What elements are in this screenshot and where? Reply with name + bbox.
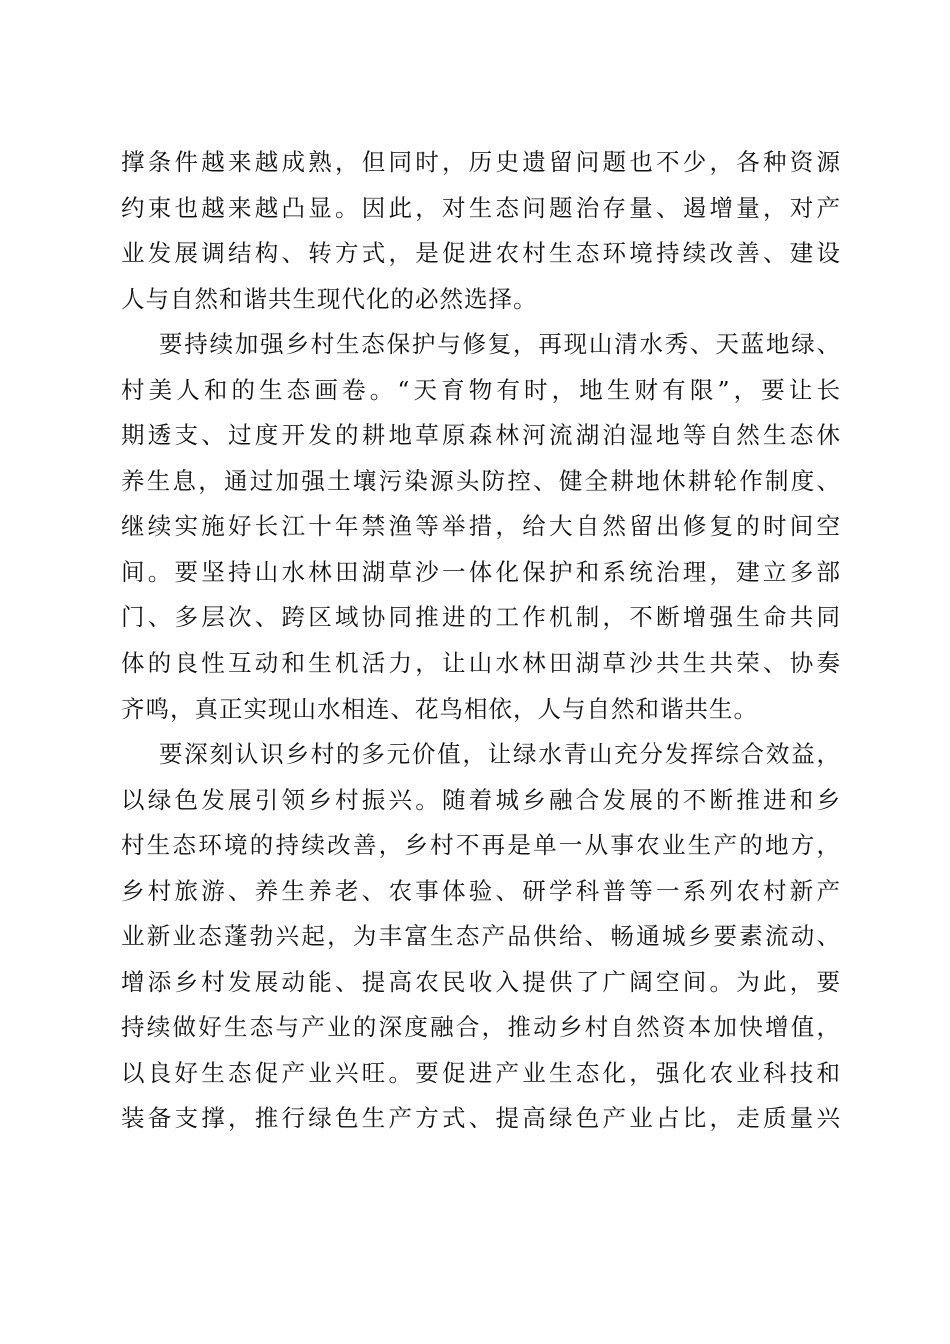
document-body <box>121 140 841 1142</box>
paragraph-2-line-2: 村美人和的生态画卷。“天育物有时，地生财有限”，要让长 <box>121 375 841 404</box>
paragraph-1-line-2: 约束也越来越凸显。因此，对生态问题治存量、遏增量，对产 <box>121 193 841 222</box>
paragraph-1-line-3: 业发展调结构、转方式，是促进农村生态环境持续改善、建设 <box>121 239 841 268</box>
paragraph-2-line-7: 门、多层次、跨区域协同推进的工作机制，不断增强生命共同 <box>121 603 841 632</box>
paragraph-1-line-1: 撑条件越来越成熟，但同时，历史遗留问题也不少，各种资源 <box>121 148 841 176</box>
paragraph-3-line-2: 以绿色发展引领乡村振兴。随着城乡融合发展的不断推进和乡 <box>121 785 841 814</box>
paragraph-2-line-9: 齐鸣，真正实现山水相连、花鸟相依，人与自然和谐共生。 <box>121 694 758 723</box>
paragraph-2-line-3: 期透支、过度开发的耕地草原森林河流湖泊湿地等自然生态休 <box>121 421 841 450</box>
paragraph-3-line-7: 持续做好生态与产业的深度融合，推动乡村自然资本加快增值， <box>121 1013 841 1042</box>
paragraph-3-line-1: 要深刻认识乡村的多元价值，让绿水青山充分发挥综合效益， <box>159 740 841 769</box>
paragraph-3-line-9: 装备支撑，推行绿色生产方式、提高绿色产业占比，走质量兴 <box>121 1104 841 1133</box>
paragraph-3-line-4: 乡村旅游、养生养老、农事体验、研学科普等一系列农村新产 <box>121 876 841 905</box>
paragraph-3-line-3: 村生态环境的持续改善，乡村不再是单一从事农业生产的地方， <box>121 831 841 860</box>
paragraph-3-line-5: 业新业态蓬勃兴起，为丰富生态产品供给、畅通城乡要素流动、 <box>121 922 841 951</box>
paragraph-3-line-8: 以良好生态促产业兴旺。要促进产业生态化，强化农业科技和 <box>121 1058 841 1087</box>
paragraph-2-line-8: 体的良性互动和生机活力，让山水林田湖草沙共生共荣、协奏 <box>121 649 841 678</box>
paragraph-3-line-6: 增添乡村发展动能、提高农民收入提供了广阔空间。为此，要 <box>121 967 841 996</box>
paragraph-2-line-6: 间。要坚持山水林田湖草沙一体化保护和系统治理，建立多部 <box>121 557 841 586</box>
paragraph-2-line-5: 继续实施好长江十年禁渔等举措，给大自然留出修复的时间空 <box>121 512 841 541</box>
paragraph-1-line-4: 人与自然和谐共生现代化的必然选择。 <box>121 284 538 313</box>
paragraph-2-line-4: 养生息，通过加强土壤污染源头防控、健全耕地休耕轮作制度、 <box>121 466 841 495</box>
paragraph-2-line-1: 要持续加强乡村生态保护与修复，再现山清水秀、天蓝地绿、 <box>159 330 841 359</box>
